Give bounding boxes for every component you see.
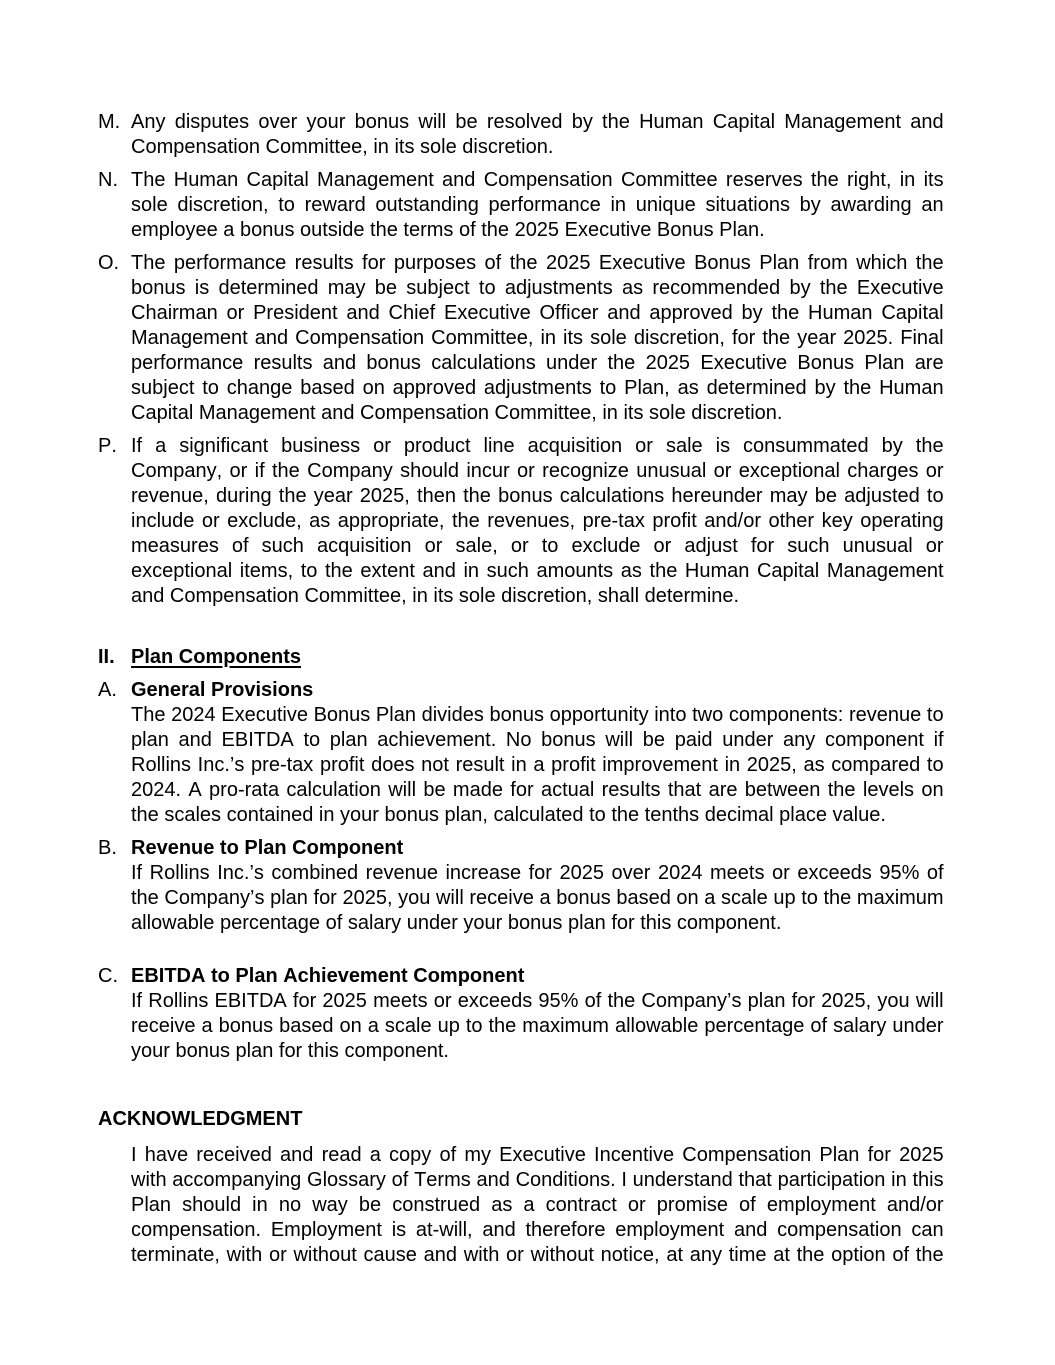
- list-item-text: If a significant business or product line acquisition or sale is consummated by the Company, or if the Company should incur or recognize unusual or exceptional charges or revenue, during the year 2025, then the bonus calculations hereunder may be adjusted to include or exclude, as appropriate, the revenues, pre-tax profit and/or other key operating measures of such acquisition or sale, or to exclude or adjust for such unusual or exceptional items, to the extent and in such amounts as the Human Capital Management and Compensation Committee, in its sole discretion, shall determine.: [131, 435, 944, 607]
- subsection-marker: A.: [98, 679, 117, 701]
- list-item-text: The Human Capital Management and Compensation Committee reserves the right, in its sole discretion, to reward outstanding performance in unique situations by awarding an employee a bonus outside the terms of the 2025 Executive Bonus Plan.: [131, 169, 944, 241]
- subsection-marker: C.: [98, 965, 118, 987]
- subsection: [98, 964, 944, 1064]
- subsection: [98, 836, 944, 936]
- list-item-marker: P.: [98, 435, 117, 457]
- section-title: Plan Components: [131, 646, 302, 668]
- list-item-text: Any disputes over your bonus will be resolved by the Human Capital Management and Compensation Committee, in its sole discretion.: [131, 111, 944, 158]
- list-item-text: The performance results for purposes of the 2025 Executive Bonus Plan from which the bonus is determined may be subject to adjustments as recommended by the Executive Chairman or President and Chief Executive Officer and approved by the Human Capital Management and Compensation Committee, in its sole discretion, for the year 2025. Final performance results and bonus calculations under the 2025 Executive Bonus Plan are subject to change based on approved adjustments to Plan, as determined by the Human Capital Management and Compensation Committee, in its sole discretion.: [131, 252, 944, 424]
- acknowledgment-text: I have received and read a copy of my Executive Incentive Compensation Plan for 2025 with accompanying Glossary of Terms and Conditions. I understand that participation in this Plan should in no way be construed as a contract or promise of employment and/or compensation. Employment is at-will, and therefore employment and compensation can terminate, with or without cause and with or without notice, at any time at the option of the: [131, 1144, 944, 1266]
- subsection-marker: B.: [98, 837, 117, 859]
- subsection-text: The 2024 Executive Bonus Plan divides bonus opportunity into two components: revenue to plan and EBITDA to plan achievement. No bonus will be paid under any component if Rollins Inc.’s pre-tax profit does not result in a profit improvement in 2025, as compared to 2024. A pro-rata calculation will be made for actual results that are between the levels on the scales contained in your bonus plan, calculated to the tenths decimal place value.: [131, 704, 944, 826]
- section-heading: [98, 645, 944, 670]
- subsection-title: Revenue to Plan Component: [131, 837, 404, 859]
- list-item: [98, 251, 944, 426]
- list-item: [98, 110, 944, 160]
- subsection-title: EBITDA to Plan Achievement Component: [131, 965, 525, 987]
- subsection-text: If Rollins Inc.’s combined revenue increase for 2025 over 2024 meets or exceeds 95% of the Company’s plan for 2025, you will receive a bonus based on a scale up to the maximum allowable percentage of salary under your bonus plan for this component.: [131, 862, 944, 934]
- list-item: [98, 168, 944, 243]
- section-marker: II.: [98, 646, 115, 668]
- list-item-marker: N.: [98, 169, 118, 191]
- list-item: [98, 434, 944, 609]
- subsection: [98, 678, 944, 828]
- acknowledgment-heading: ACKNOWLEDGMENT: [98, 1108, 303, 1130]
- subsection-title: General Provisions: [131, 679, 314, 701]
- subsection-text: If Rollins EBITDA for 2025 meets or exceeds 95% of the Company’s plan for 2025, you will receive a bonus based on a scale up to the maximum allowable percentage of salary under your bonus plan for this component.: [131, 990, 944, 1062]
- list-item-marker: O.: [98, 252, 120, 274]
- list-item-marker: M.: [98, 111, 121, 133]
